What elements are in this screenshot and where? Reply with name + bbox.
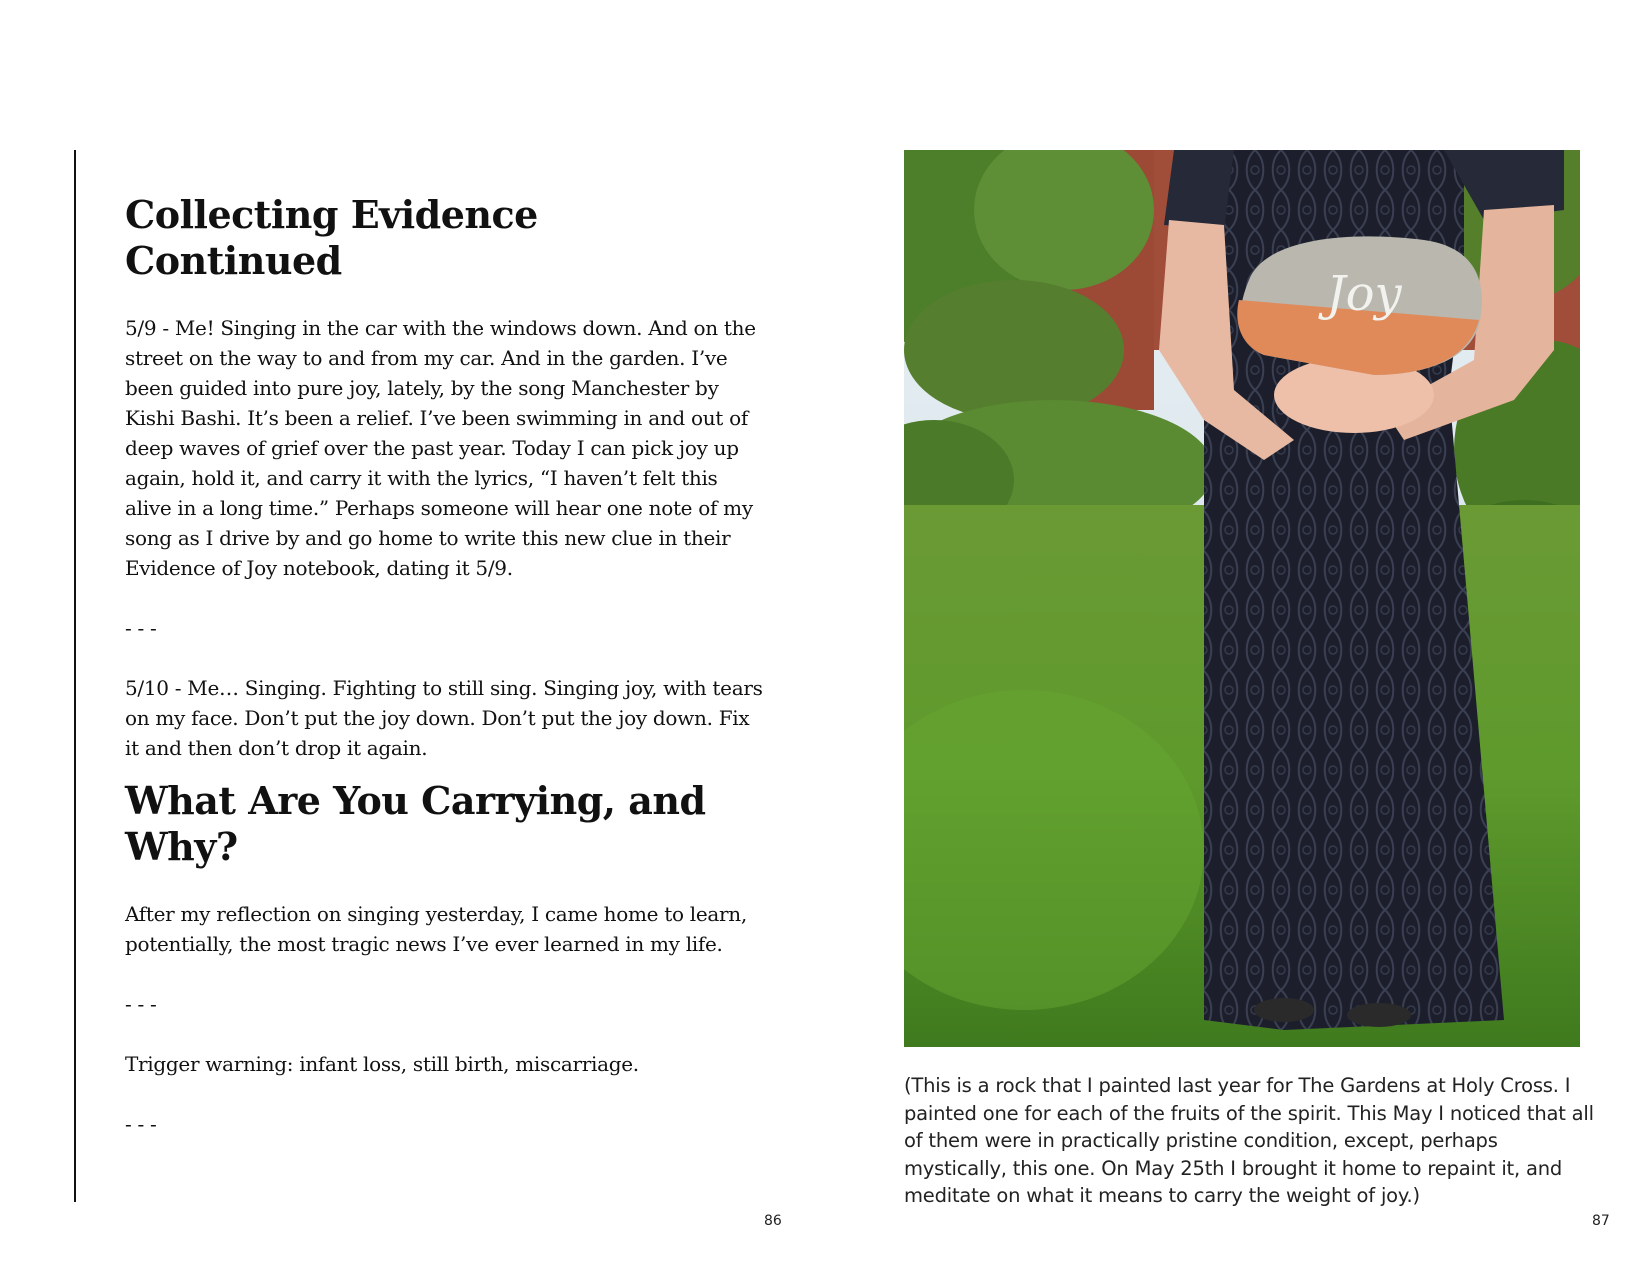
- separator: - - -: [125, 616, 157, 641]
- rock-lettering: Joy: [1326, 266, 1402, 322]
- trigger-warning: Trigger warning: infant loss, still birth, miscarriage.: [125, 1052, 639, 1077]
- reflection-paragraph: After my reflection on singing yesterday, I came home to learn, potentially, the most tragic news I’ve ever learned in my life.: [125, 902, 747, 957]
- separator: - - -: [125, 992, 157, 1017]
- photo-woman-holding-joy-rock: [904, 150, 1580, 1047]
- section-heading-what-are-you-carrying: What Are You Carrying, and Why?: [125, 778, 706, 869]
- left-page-body-second: [125, 778, 785, 1139]
- page-number-left: 86: [764, 1213, 782, 1229]
- left-page-body: [125, 180, 765, 763]
- journal-entry-5-10: 5/10 - Me… Singing. Fighting to still sing. Singing joy, with tears on my face. Don’t put the joy down. Don’t put the joy down. Fix it and then don’t drop it again.: [125, 676, 763, 761]
- photo-caption: (This is a rock that I painted last year for The Gardens at Holy Cross. I painted one for each of the fruits of the spirit. This May I noticed that all of them were in practically pristine condition, except, perhaps mystically, this one. On May 25th I brought it home to repaint it, and meditate on what it means to carry the weight of joy.): [904, 1074, 1594, 1207]
- separator: - - -: [125, 1112, 157, 1137]
- margin-rule: [74, 150, 76, 1202]
- journal-entry-5-9: 5/9 - Me! Singing in the car with the windows down. And on the street on the way to and from my car. And in the garden. I’ve been guided into pure joy, lately, by the song Manchester by Kishi Bashi. It’s been a relief. I’ve been swimming in and out of deep waves of grief over the past year. Today I can pick joy up again, hold it, and carry it with the lyrics, “I haven’t felt this alive in a long time.” Perhaps someone will hear one note of my song as I drive by and go home to write this new clue in their Evidence of Joy notebook, dating it 5/9.: [125, 316, 756, 581]
- section-heading-collecting-evidence: Collecting Evidence Continued: [125, 192, 538, 283]
- page-number-right: 87: [1592, 1213, 1610, 1229]
